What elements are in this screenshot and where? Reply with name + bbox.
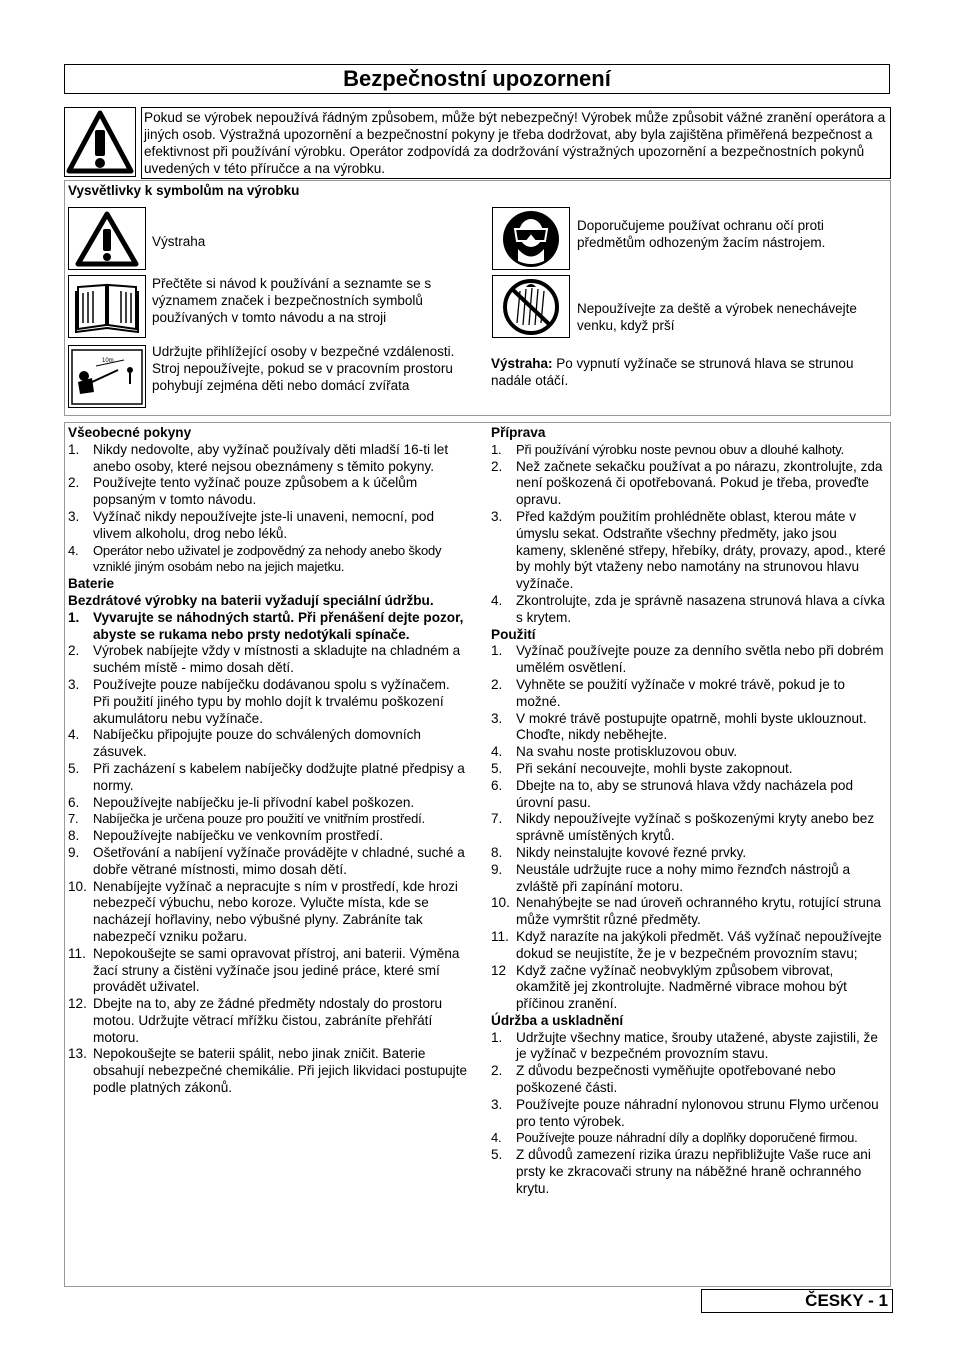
list-item: 9. Ošetřování a nabíjení vyžínače provádějte v chladné, suché a dobře větrané místnosti, mimo dosah dětí. [68,844,465,877]
list-item: 4. Používejte pouze náhradní díly a doplňky doporučené firmou. [491,1130,858,1146]
list-item: 2. Než začnete sekačku používat a po nárazu, zkontrolujte, zda není poškozená či opotřebovaná. Pokud je třeba, proveďte opravu. [491,458,883,508]
list-item: 3. Používejte pouze náhradní nylonovou strunu Flymo určenou pro tento výrobek. [491,1096,879,1129]
warning-symbol-text: Výstraha [152,234,206,249]
warning-symbol-icon [68,207,146,270]
general-heading: Všeobecné pokyny [68,425,192,440]
no-rain-icon [492,275,570,338]
list-item: 4. Operátor nebo uživatel je zodpovědný za nehody anebo škody vzniklé jiným osobám nebo na jejich majetku. [68,542,442,575]
list-item: 2. Používejte tento vyžínač pouze způsobem a k účelům popsaným v tomto návodu. [68,475,418,508]
list-item: 5. Při zacházení s kabelem nabíječky dodžujte platné předpisy a normy. [68,760,465,793]
list-item: 3. Před každým použitím prohlédněte oblast, kterou máte v úmyslu sekat. Odstraňte všechny předměty, jako jsou kameny, skleněné střepy, hřebíky, dráty, provazy, apod., které by mohly být vtaženy nebo namotány na strunovou hlavu vyžínače. [491,508,886,592]
list-item: 12 Když začne vyžínač neobvyklým způsobem vibrovat, okamžitě jej zkontrolujte. Nadměrné vibrace mohou být příčinou zranění. [491,962,847,1012]
list-item: 11. Když narazíte na jakýkoli předmět. Váš vyžínač nepoužívejte dokud se neujistíte, že je v bezpečném provozním stavu; [491,928,882,961]
preparation-heading: Příprava [491,425,546,440]
bystander-distance-icon [68,345,146,408]
intro-text: Pokud se výrobek nepoužívá řádným způsobem, může být nebezpečný! Výrobek může způsobit vážné zranění operátora a jiných osob. Výstražná upozornění a bezpečnostní pokyny je třeba dodržovat, aby byla zajištěna přiměřená bezpečnost a efektivnost při používání výrobku. Operátor zodpovídá za dodržování výstražných upozornění a bezpečnostních pokynů uvedených v této příručce a na výrobku. [141,107,891,179]
manual-book-icon [68,275,146,338]
list-item: 5. Při sekání necouvejte, mohli byste zakopnout. [491,760,793,776]
list-item: 7. Nabíječka je určena pouze pro použití ve vnitřním prostředí. [68,811,425,827]
list-item: 4. Na svahu noste protiskluzovou obuv. [491,744,738,760]
battery-heading: Baterie [68,576,115,592]
symbols-legend [64,180,891,416]
list-item: 11. Nepokoušejte se sami opravovat přístroj, ani baterii. Výměna žací struny a čistëni vyžínače jsou jediné práce, které smí provádět uživatel. [68,945,460,995]
eye-protection-text: Doporučujeme používat ochranu očí proti předmětům odhozeným žacím nástrojem. [577,218,826,250]
distance-label: 10m [102,357,114,364]
list-item: 1. Udržujte všechny matice, šrouby utažené, abyste zajistili, že je vyžínač v bezpečném provozním stavu. [491,1029,878,1062]
list-item: 3. Používejte pouze nabíječku dodávanou spolu s vyžínačem. Při použití jiného typu by mohlo dojít k trvalému poškození akumulátoru nebu vyžínače. [68,676,450,726]
spinning-head-warning-text: Po vypnutí vyžínače se strunová hlava se strunou nadále otáčí. [491,356,854,388]
list-item: 4. Zkontrolujte, zda je správně nasazena strunová hlava a cívka s krytem. [491,592,885,625]
list-item: 3. V mokré trávě postupujte opatrně, mohli byste uklouznout. Choďte, nikdy neběhejte. [491,710,867,743]
list-item: 5. Z důvodů zamezení rizika úrazu nepřibližujte Vaše ruce ani prsty ke zkracovači struny na náběžné hraně ochranného krytu. [491,1147,871,1196]
list-item: 2. Vyhněte se použití vyžínače v mokré trávě, pokud je to možné. [491,676,845,709]
usage-heading: Použití [491,626,536,642]
symbols-heading: Vysvětlivky k symbolům na výrobku [68,183,300,198]
list-item: 8. Nikdy neinstalujte kovové řezné prvky. [491,844,747,860]
distance-symbol-text: Udržujte přihlížející osoby v bezpečné vzdálenosti. Stroj nepoužívejte, pokud se v pracovním prostoru pohybují zejména děti nebo domácí zvířata [152,344,455,393]
list-item: 13. Nepokoušejte se baterii spálit, nebo jinak zničit. Baterie obsahují nebezpečné chemikálie. Při jejich likvidaci postupujte podle platných zákonů. [68,1046,468,1096]
instructions-section [64,422,891,1287]
list-item: 1. Vyžínač používejte pouze za denního světla nebo při dobrém umělém osvětlení. [491,643,884,676]
maintenance-heading: Údržba a uskladnění [491,1012,624,1028]
page-title: Bezpečnostní upozornení [64,64,890,94]
no-rain-text: Nepoužívejte za deště a výrobek nenechávejte venku, když prší [577,301,857,333]
list-item: 7. Nikdy nepoužívejte vyžínač s poškozenými kryty anebo bez správně umístěných krytů. [491,811,875,844]
list-item: 12. Dbejte na to, aby ze žádné předměty ndostaly do prostoru motou. Udržujte větrací mřížku čistou, zabráníte přehřátí motoru. [68,996,443,1045]
list-item: 3. Vyžínač nikdy nepoužívejte jste-li unaveni, nemocní, pod vlivem alkoholu, drog nebo léků. [68,508,435,541]
eye-protection-icon [492,207,570,270]
list-item: 1. Při používání výrobku noste pevnou obuv a dlouhé kalhoty. [491,441,845,457]
list-item: 6. Nepoužívejte nabíječku je-li přívodní kabel poškozen. [68,794,415,810]
list-item: 10. Nenabíjejte vyžínač a nepracujte s ním v prostředí, kde hrozi nebezpečí výbuchu, nebo koroze. Vylučte místa, kde se nacházejí hořlaviny, nebo výbušné plyny. Zabráníte tak nabezpečí vzniku požaru. [68,878,458,944]
list-item: 4. Nabíječku připojujte pouze do schválených domovních zásuvek. [68,727,421,760]
list-item: 6. Dbejte na to, aby se strunová hlava vždy nacházela pod úrovní pasu. [491,777,854,810]
page-footer: ČESKY - 1 [701,1289,893,1313]
left-column [68,425,468,1097]
list-item: 1. Vyvarujte se náhodných startů. Při přenášení dejte pozor, abyste se rukama nebo prsty nedotýkali spínače. [68,609,464,642]
list-item: 9. Neustále udržujte ruce a nohy mimo řeznďch nástrojů a zvláště při zapínání motoru. [491,861,851,894]
list-item: 10. Nenahýbejte se nad úroveň ochranného krytu, rotující struna může vymrštit různé předměty. [491,895,881,928]
list-item: 8. Nepoužívejte nabíječku ve venkovním prostředí. [68,828,384,844]
list-item: 2. Výrobek nabíjejte vždy v místnosti a skladujte na chladném a suchém místě - mimo dosah dětí. [68,643,461,676]
manual-symbol-text: Přečtěte si návod k používání a seznamte se s významem značek i bezpečnostních symbolů používaných v tomto návodu a na stroji [152,276,432,325]
right-column [491,425,889,1198]
spinning-head-warning [491,355,891,389]
list-item: 2. Z důvodu bezpečnosti vyměňujte opotřebované nebo poškozené části. [491,1063,836,1096]
battery-subheading: Bezdrátové výrobky na baterii vyžadují speciální údržbu. [68,592,434,608]
warning-triangle-icon [64,107,136,177]
list-item: 1. Nikdy nedovolte, aby vyžínač používaly děti mladší 16-ti let anebo osoby, které nejsou obeznámeny s těmito pokyny. [68,441,449,474]
spinning-head-warning-label: Výstraha: [491,356,553,371]
